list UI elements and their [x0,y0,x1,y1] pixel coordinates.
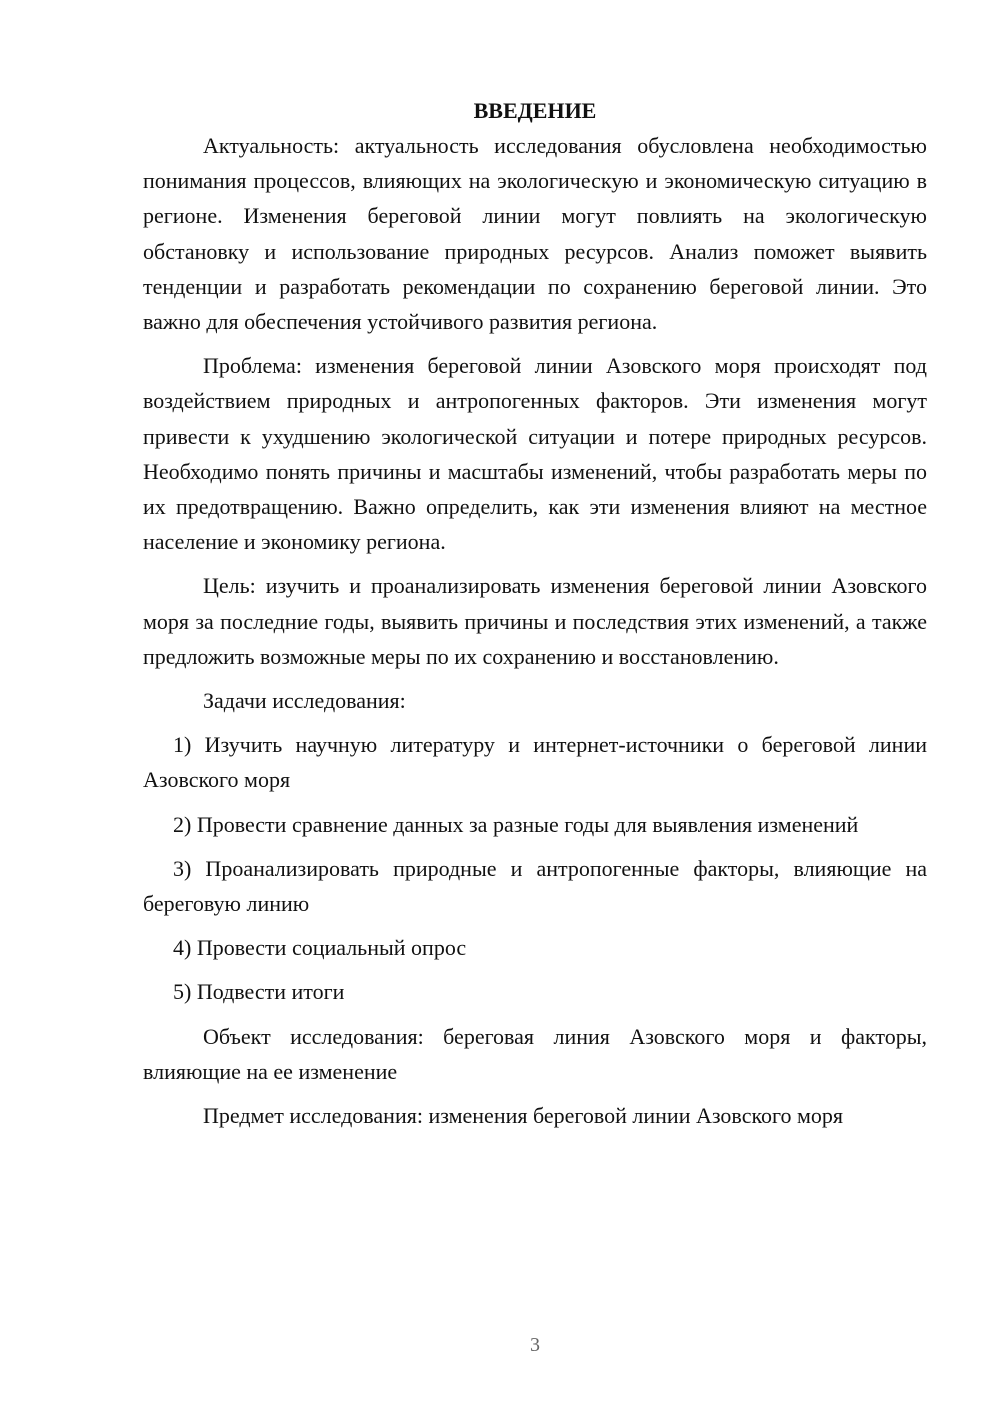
paragraph-goal: Цель: изучить и проанализировать изменения береговой линии Азовского моря за последние годы, выявить причины и последствия этих изменений, а также предложить возможные меры по их сохранению и восстановлению. [143,573,927,669]
task-item-4: 4) Провести социальный опрос [173,935,467,961]
tasks-title: Задачи исследования: [203,688,406,714]
paragraph-subject: Предмет исследования: изменения береговой линии Азовского моря [203,1103,844,1129]
task-item-2: 2) Провести сравнение данных за разные годы для выявления изменений [173,811,859,837]
paragraph-object: Объект исследования: береговая линия Азовского моря и факторы, влияющие на ее изменение [143,1023,927,1084]
task-item-1: 1) Изучить научную литературу и интернет-источники о береговой линии Азовского моря [143,732,927,793]
paragraph-relevance: Актуальность: актуальность исследования обусловлена необходимостью понимания процессов, влияющих на экологическую и экономическую ситуацию в регионе. Изменения береговой линии могут повлиять на экологическую обстановку и использование природных ресурсов. Анализ поможет выявить тенденции и разработать рекомендации по сохранению береговой линии. Это важно для обеспечения устойчивого развития региона. [143,133,927,335]
paragraph-problem: Проблема: изменения береговой линии Азовского моря происходят под воздействием природных и антропогенных факторов. Эти изменения могут привести к ухудшению экологической ситуации и потере природных ресурсов. Необходимо понять причины и масштабы изменений, чтобы разработать меры по их предотвращению. Важно определить, как эти изменения влияют на местное население и экономику региона. [143,353,927,555]
task-item-5: 5) Подвести итоги [173,979,345,1005]
page-title: ВВЕДЕНИЕ [473,98,597,123]
task-item-3: 3) Проанализировать природные и антропогенные факторы, влияющие на береговую линию [143,855,927,917]
page-number: 3 [530,1334,540,1356]
page-content [143,96,927,1142]
